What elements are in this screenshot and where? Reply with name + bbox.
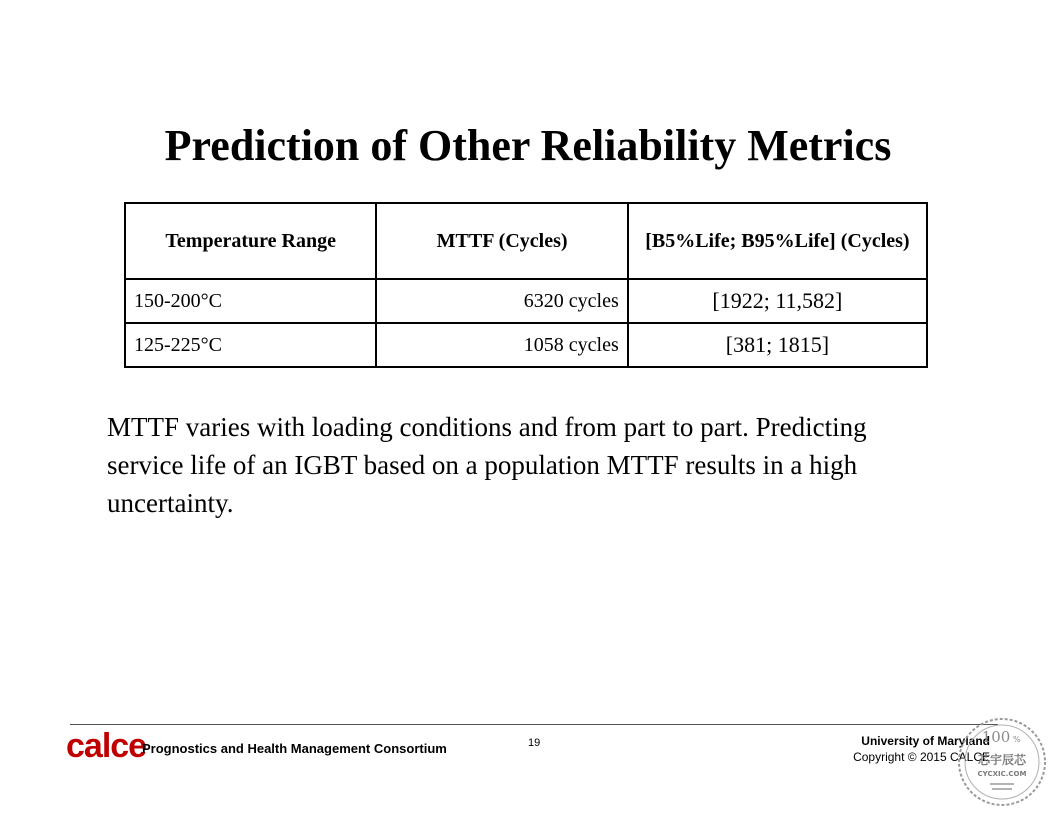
calce-logo: calce <box>66 727 147 765</box>
copyright-notice: Copyright © 2015 CALCE <box>853 750 990 764</box>
temperature-range-cell: 125-225°C <box>125 323 376 367</box>
mttf-cell: 1058 cycles <box>376 323 627 367</box>
header-temperature-range: Temperature Range <box>125 203 376 279</box>
stamp-chinese-text: 芯宇辰芯 <box>977 753 1027 767</box>
header-mttf: MTTF (Cycles) <box>376 203 627 279</box>
temperature-range-cell: 150-200°C <box>125 279 376 323</box>
body-paragraph: MTTF varies with loading conditions and from part to part. Predicting service life of an IGBT based on a population MTTF results in a high uncertainty. <box>107 412 867 518</box>
table-row <box>125 323 927 367</box>
header-life-interval: [B5%Life; B95%Life] (Cycles) <box>628 203 927 279</box>
life-interval-cell: [381; 1815] <box>628 323 927 367</box>
mttf-cell: 6320 cycles <box>376 279 627 323</box>
consortium-name: Prognostics and Health Management Consortium <box>142 741 447 756</box>
reliability-metrics-table <box>124 202 928 368</box>
table-header-row <box>125 203 927 279</box>
watermark-stamp-icon <box>956 716 1048 808</box>
life-interval-cell: [1922; 11,582] <box>628 279 927 323</box>
stamp-percent-value: 100 <box>981 728 1011 746</box>
page-number: 19 <box>528 737 541 749</box>
stamp-percent-sign: % <box>1013 735 1021 744</box>
university-name: University of Maryland <box>861 734 990 748</box>
table-row <box>125 279 927 323</box>
slide-title: Prediction of Other Reliability Metrics <box>164 121 892 170</box>
stamp-domain-text: CYCXIC.COM <box>977 770 1027 778</box>
footer-divider <box>70 724 998 725</box>
